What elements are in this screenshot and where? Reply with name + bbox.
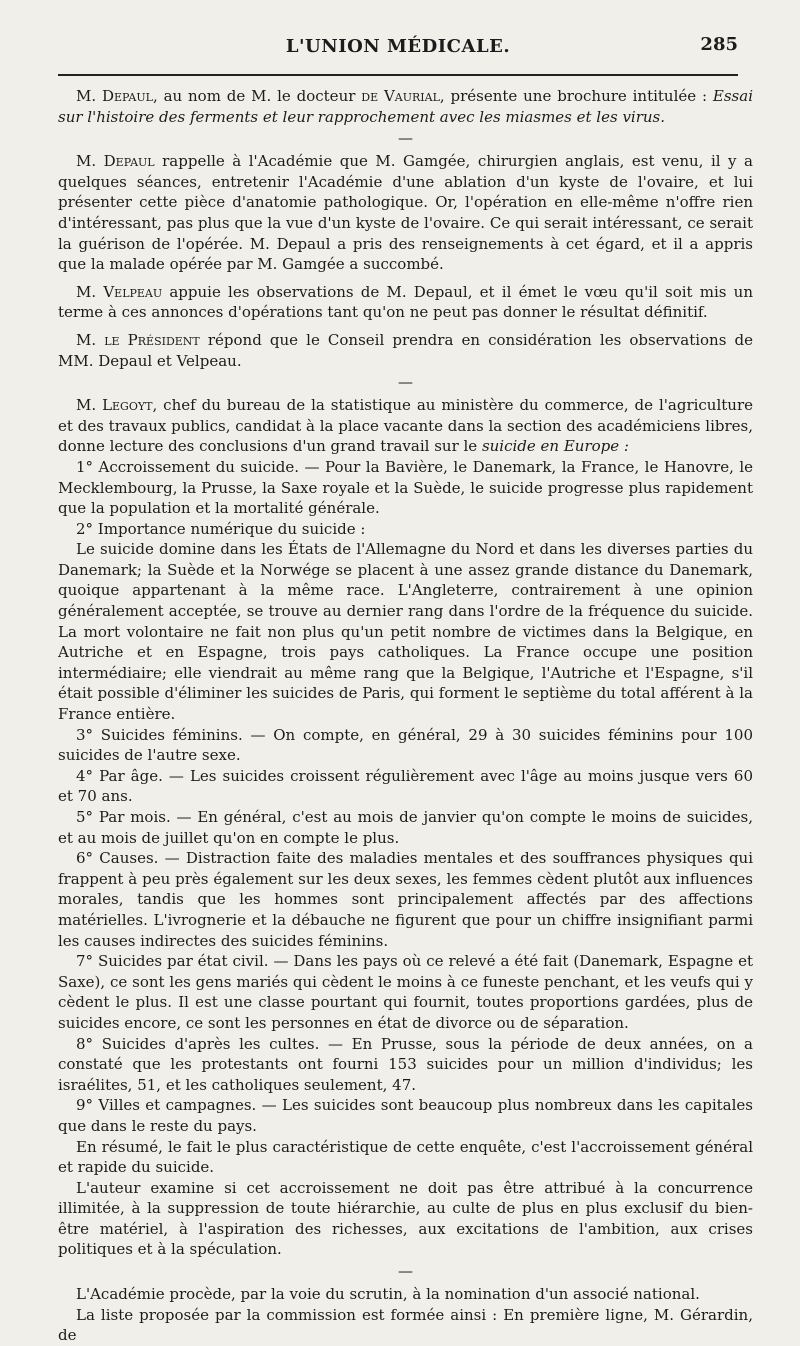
paragraph-text: répond que le Conseil prendra en considération les observations de MM. Depaul et Velpeau. xyxy=(58,330,753,370)
article-body xyxy=(58,86,753,1346)
page-number: 285 xyxy=(700,34,738,55)
paragraph-depaul-brochure xyxy=(58,86,753,127)
item-par-mois: 5° Par mois. — En général, c'est au mois de janvier qu'on compte le moins de suicides, et au mois de juillet qu'on en compte le plus. xyxy=(58,808,753,847)
speaker-name: M. le Président xyxy=(76,330,200,349)
item-importance-detail: Le suicide domine dans les États de l'Allemagne du Nord et dans les diverses parties du Danemark; la Suède et la Norwége se placent à une assez grande distance du Danemark, quoique appartenant à la même race. L'Angleterre, contrairement à une opinion généralement acceptée, se trouve au dernier rang dans l'ordre de la fréquence du suicide. La mort volontaire ne fait non plus qu'un petit nombre de victimes dans la Belgique, en Autriche et en Espagne, trois pays catholiques. La France occupe une position intermédiaire; elle viendrait au même rang que la Belgique, l'Autriche et l'Espagne, s'il était possible d'éliminer les suicides de Paris, qui forment le septième du total afférent à la France entière. xyxy=(58,540,753,724)
page-header xyxy=(58,34,738,64)
author-name: de Vaurial, xyxy=(361,87,445,105)
item-villes-campagnes: 9° Villes et campagnes. — Les suicides sont beaucoup plus nombreux dans les capitales que dans le reste du pays. xyxy=(58,1096,753,1135)
item-etat-civil: 7° Suicides par état civil. — Dans les pays où ce relevé a été fait (Danemark, Espagne et Saxe), ce sont les gens mariés qui cèdent le moins à ce funeste penchant, et les veufs qui y cèdent le plus. Il est une classe pourtant qui fournit, toutes proportions gardées, plus de suicides encore, ce sont les personnes en état de divorce ou de séparation. xyxy=(58,952,753,1032)
separator-dash: — xyxy=(398,129,413,148)
paragraph-resume: En résumé, le fait le plus caractéristique de cette enquête, c'est l'accroissement général et rapide du suicide. xyxy=(58,1137,753,1177)
item-causes: 6° Causes. — Distraction faite des maladies mentales et des souffrances physiques qui frappent à peu près également sur les deux sexes, les femmes cèdent plutôt aux influences morales, tandis que les hommes sont principalement affectés par des affections matérielles. L'ivrognerie et la débauche ne figurent que pour un chiffre insignifiant parmi les causes indirectes des suicides féminins. xyxy=(58,849,753,950)
speaker-name: M. Depaul, xyxy=(76,87,158,105)
paragraph-president xyxy=(58,330,753,371)
paragraph-auteur-examine: L'auteur examine si cet accroissement ne doit pas être attribué à la concurrence illimitée, à la suppression de toute hiérarchie, au culte de plus en plus exclusif du bien-être matériel, à l'aspiration des richesses, aux excitations de l'ambition, aux crises politiques et à la spéculation. xyxy=(58,1178,753,1259)
paragraph-text: présente une brochure intitulée : xyxy=(444,87,713,105)
item-cultes: 8° Suicides d'après les cultes. — En Prusse, sous la période de deux années, on a constaté que les protestants ont fourni 153 suicides pour un million d'individus; les israélites, 51, et les catholiques seulement, 47. xyxy=(58,1034,753,1094)
speaker-name: M. Velpeau xyxy=(76,282,163,301)
paragraph-legoyt xyxy=(58,395,753,457)
paragraph-text: appuie les observations de M. Depaul, et il émet le vœu qu'il soit mis un terme à ces annonces d'opérations tant qu'on ne peut pas donner le résultat définitif. xyxy=(58,282,753,322)
brochure-title: Essai sur l'histoire des ferments et leur rapprochement avec les miasmes et les virus. xyxy=(58,87,753,126)
item-importance: 2° Importance numérique du suicide : xyxy=(76,519,366,538)
paragraph-liste-commission: La liste proposée par la commission est formée ainsi : En première ligne, M. Gérardin, de xyxy=(58,1305,753,1345)
running-title: L'UNION MÉDICALE. xyxy=(285,36,511,57)
separator-dash: — xyxy=(398,1262,413,1281)
paragraph-velpeau xyxy=(58,282,753,323)
speaker-name: M. Legoyt, xyxy=(76,396,158,415)
paragraph-text: chef du bureau de la statistique au ministère du commerce, de l'agriculture et des travaux publics, candidat à la place vacante dans la section des académiciens libres, donne lecture des conclusions d'un grand travail sur le xyxy=(58,396,754,456)
header-rule xyxy=(58,74,738,76)
item-suicides-feminins: 3° Suicides féminins. — On compte, en général, 29 à 30 suicides féminins pour 100 suicides de l'autre sexe. xyxy=(58,725,753,765)
paragraph-text: au nom de M. le docteur xyxy=(157,87,362,105)
speaker-name: M. Depaul xyxy=(76,152,155,171)
work-title: suicide en Europe : xyxy=(481,437,629,456)
paragraph-text: rappelle à l'Académie que M. Gamgée, chirurgien anglais, est venu, il y a quelques séances, entretenir l'Académie d'une ablation d'un kyste de l'ovaire, et lui présenter cette pièce d'anatomie pathologique. Or, l'opération en elle-même n'offre rien d'intéressant, pas plus que la vue d'un kyste de l'ovaire. Ce qui serait intéressant, ce serait la guérison de l'opérée. M. Depaul a pris des renseignements à cet égard, et il a appris que la malade opérée par M. Gamgée a succombé. xyxy=(58,152,753,274)
paragraph-depaul-gamgee xyxy=(58,151,753,275)
item-par-age: 4° Par âge. — Les suicides croissent régulièrement avec l'âge au moins jusque vers 60 et 70 ans. xyxy=(58,766,753,806)
separator-dash: — xyxy=(398,373,413,392)
item-accroissement: 1° Accroissement du suicide. — Pour la Bavière, le Danemark, la France, le Hanovre, le Mecklembourg, la Prusse, la Saxe royale et la Suède, le suicide progresse plus rapidement que la population et la mortalité générale. xyxy=(58,457,753,518)
paragraph-scrutin: L'Académie procède, par la voie du scrutin, à la nomination d'un associé national. xyxy=(76,1285,700,1304)
